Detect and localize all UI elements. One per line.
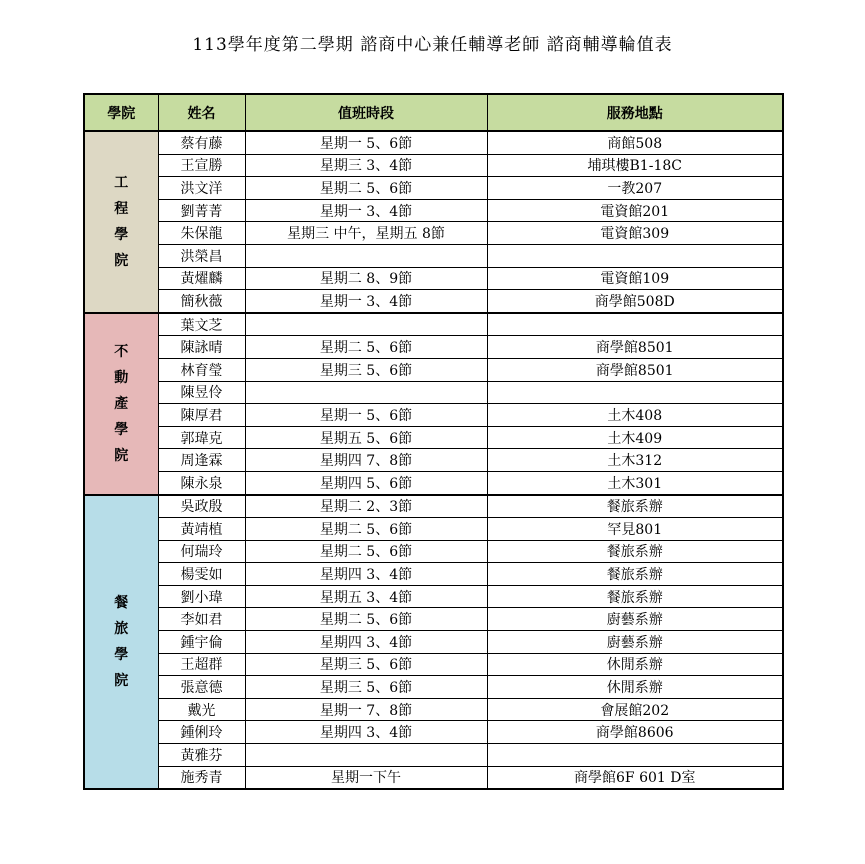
name-cell: 周逢霖 [158,449,245,472]
place-cell: 土木312 [487,449,783,472]
table-row [84,631,783,654]
time-cell: 星期四 5、6節 [245,471,487,494]
time-cell: 星期二 2、3節 [245,495,487,518]
time-cell [245,744,487,767]
college-label: 不動產學院 [114,343,129,464]
table-row [84,471,783,494]
place-cell: 電資館109 [487,267,783,290]
time-cell: 星期三 5、6節 [245,676,487,699]
table-row [84,177,783,200]
place-cell: 廚藝系辦 [487,631,783,654]
table-row [84,358,783,381]
time-cell: 星期三 3、4節 [245,154,487,177]
table-row [84,154,783,177]
name-cell: 洪榮昌 [158,244,245,267]
college-cell [84,495,158,790]
table-header-row [84,94,783,131]
name-cell: 劉小瑋 [158,585,245,608]
name-cell: 黃靖植 [158,518,245,541]
place-cell: 休閒系辦 [487,653,783,676]
table-row [84,244,783,267]
table-row [84,585,783,608]
table-row [84,518,783,541]
time-cell: 星期四 3、4節 [245,721,487,744]
place-cell [487,313,783,336]
place-cell: 商學館8606 [487,721,783,744]
table-row [84,313,783,336]
table-row [84,563,783,586]
name-cell: 黃雅芬 [158,744,245,767]
header-place: 服務地點 [487,94,783,131]
place-cell: 電資館309 [487,222,783,245]
time-cell [245,244,487,267]
time-cell: 星期五 5、6節 [245,426,487,449]
table-row [84,744,783,767]
place-cell: 土木408 [487,404,783,427]
table-row [84,608,783,631]
time-cell: 星期五 3、4節 [245,585,487,608]
table-row [84,676,783,699]
time-cell: 星期一 3、4節 [245,290,487,313]
place-cell: 商館508 [487,131,783,154]
time-cell: 星期四 3、4節 [245,563,487,586]
name-cell: 黃燿麟 [158,267,245,290]
time-cell: 星期一 3、4節 [245,199,487,222]
time-cell: 星期一 5、6節 [245,404,487,427]
table-row [84,766,783,789]
place-cell: 罕見801 [487,518,783,541]
name-cell: 王超群 [158,653,245,676]
name-cell: 施秀青 [158,766,245,789]
roster-body [84,131,783,789]
name-cell: 何瑞玲 [158,540,245,563]
place-cell: 餐旅系辦 [487,540,783,563]
name-cell: 陳詠晴 [158,336,245,359]
table-row [84,267,783,290]
name-cell: 吳政殷 [158,495,245,518]
place-cell [487,381,783,404]
table-row [84,290,783,313]
table-row [84,222,783,245]
table-row [84,131,783,154]
name-cell: 郭瑋克 [158,426,245,449]
college-label: 餐旅學院 [114,594,129,689]
place-cell: 餐旅系辦 [487,563,783,586]
place-cell: 商學館8501 [487,336,783,359]
college-label: 工程學院 [114,174,129,269]
place-cell [487,244,783,267]
header-college: 學院 [84,94,158,131]
table-row [84,404,783,427]
place-cell: 商學館508D [487,290,783,313]
name-cell: 葉文芝 [158,313,245,336]
place-cell [487,744,783,767]
name-cell: 楊雯如 [158,563,245,586]
time-cell: 星期二 5、6節 [245,608,487,631]
name-cell: 蔡有藤 [158,131,245,154]
name-cell: 劉菁菁 [158,199,245,222]
name-cell: 朱保龍 [158,222,245,245]
time-cell: 星期三 5、6節 [245,358,487,381]
college-cell [84,131,158,313]
time-cell [245,313,487,336]
name-cell: 戴光 [158,698,245,721]
place-cell: 餐旅系辦 [487,495,783,518]
place-cell: 廚藝系辦 [487,608,783,631]
college-cell [84,313,158,495]
time-cell: 星期一 5、6節 [245,131,487,154]
table-row [84,336,783,359]
time-cell: 星期三 中午，星期五 8節 [245,222,487,245]
time-cell: 星期二 5、6節 [245,177,487,200]
name-cell: 林育瑩 [158,358,245,381]
place-cell: 會展館202 [487,698,783,721]
name-cell: 簡秋薇 [158,290,245,313]
place-cell: 電資館201 [487,199,783,222]
table-row [84,698,783,721]
name-cell: 洪文洋 [158,177,245,200]
time-cell: 星期四 7、8節 [245,449,487,472]
table-row [84,199,783,222]
place-cell: 土木409 [487,426,783,449]
header-name: 姓名 [158,94,245,131]
header-time: 值班時段 [245,94,487,131]
table-row [84,381,783,404]
place-cell: 商學館6F 601 D室 [487,766,783,789]
time-cell [245,381,487,404]
table-row [84,721,783,744]
name-cell: 王宣勝 [158,154,245,177]
place-cell: 土木301 [487,471,783,494]
table-row [84,653,783,676]
time-cell: 星期一 7、8節 [245,698,487,721]
name-cell: 陳永泉 [158,471,245,494]
time-cell: 星期二 8、9節 [245,267,487,290]
place-cell: 商學館8501 [487,358,783,381]
name-cell: 鍾宇倫 [158,631,245,654]
time-cell: 星期二 5、6節 [245,336,487,359]
time-cell: 星期三 5、6節 [245,653,487,676]
time-cell: 星期二 5、6節 [245,518,487,541]
time-cell: 星期一下午 [245,766,487,789]
table-row [84,449,783,472]
name-cell: 陳厚君 [158,404,245,427]
name-cell: 鍾俐玲 [158,721,245,744]
duty-roster-table [83,93,784,790]
time-cell: 星期四 3、4節 [245,631,487,654]
place-cell: 一教207 [487,177,783,200]
place-cell: 休閒系辦 [487,676,783,699]
table-row [84,540,783,563]
page-title: 113學年度第二學期 諮商中心兼任輔導老師 諮商輔導輪值表 [192,35,673,55]
table-row [84,426,783,449]
name-cell: 陳昱伶 [158,381,245,404]
time-cell: 星期二 5、6節 [245,540,487,563]
name-cell: 張意德 [158,676,245,699]
table-row [84,495,783,518]
place-cell: 埔琪樓B1-18C [487,154,783,177]
name-cell: 李如君 [158,608,245,631]
place-cell: 餐旅系辦 [487,585,783,608]
